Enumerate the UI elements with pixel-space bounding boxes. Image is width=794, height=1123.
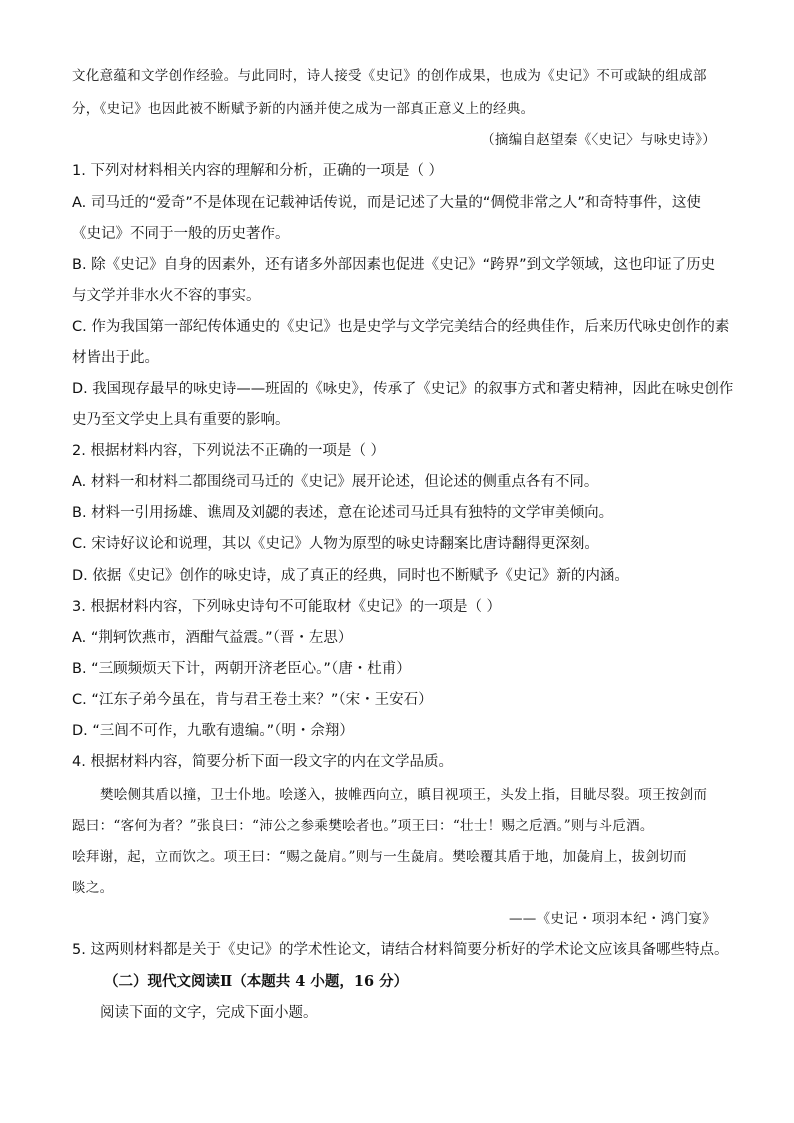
question-2-option-d: D. 依据《史记》创作的咏史诗，成了真正的经典，同时也不断赋予《史记》新的内涵。 bbox=[72, 568, 629, 584]
section-instruction: 阅读下面的文字，完成下面小题。 bbox=[100, 1005, 318, 1021]
question-3-option-d: D. “三闾不可作，九歌有遗编。”（明・佘翔） bbox=[72, 723, 354, 739]
question-3-stem: 3. 根据材料内容，下列咏史诗句不可能取材《史记》的一项是（ ） bbox=[72, 599, 502, 615]
excerpt-line-3: 哙拜谢，起，立而饮之。项王曰：“赐之彘肩。”则与一生彘肩。樊哙覆其盾于地，加彘肩上，拔剑切而 bbox=[72, 849, 687, 865]
excerpt-source: ——《史记・项羽本纪・鸿门宴》 bbox=[509, 911, 716, 927]
question-2-option-c: C. 宋诗好议论和说理，其以《史记》人物为原型的咏史诗翻案比唐诗翻得更深刻。 bbox=[72, 536, 599, 552]
passage-line-1: 文化意蕴和文学创作经验。与此同时，诗人接受《史记》的创作成果，也成为《史记》不可或缺的组成部 bbox=[72, 68, 707, 84]
question-5-stem: 5. 这两则材料都是关于《史记》的学术性论文，请结合材料简要分析好的学术论文应该具备哪些特点。 bbox=[72, 942, 729, 958]
question-4-stem: 4. 根据材料内容，简要分析下面一段文字的内在文学品质。 bbox=[72, 754, 453, 770]
question-1-option-c: C. 作为我国第一部纪传体通史的《史记》也是史学与文学完美结合的经典佳作，后来历代咏史创作的素 bbox=[72, 319, 730, 335]
question-1-stem: 1. 下列对材料相关内容的理解和分析，正确的一项是（ ） bbox=[72, 163, 444, 179]
question-3-option-b: B. “三顾频烦天下计，两朝开济老臣心。”（唐・杜甫） bbox=[72, 661, 411, 677]
passage-source: （摘编自赵望秦《〈史记〉与咏史诗》） bbox=[481, 132, 716, 148]
section-title: （二）现代文阅读Ⅱ（本题共 4 小题，16 分） bbox=[104, 973, 409, 990]
question-3-option-a: A. “荆轲饮燕市，酒酣气益震。”（晋・左思） bbox=[72, 630, 353, 646]
excerpt-line-2: 跽曰：“客何为者？”张良曰：“沛公之参乘樊哙者也。”项王曰：“壮士！赐之卮酒。”则与斗卮酒。 bbox=[72, 818, 654, 834]
question-1-option-c-cont: 材皆出于此。 bbox=[72, 350, 159, 366]
question-1-option-d-cont: 史乃至文学史上具有重要的影响。 bbox=[72, 412, 290, 428]
excerpt-line-4: 啖之。 bbox=[72, 880, 114, 896]
question-1-option-a: A. 司马迁的“爱奇”不是体现在记载神话传说，而是记述了大量的“倜傥非常之人”和奇特事件，这使 bbox=[72, 195, 701, 211]
question-1-option-a-cont: 《史记》不同于一般的历史著作。 bbox=[72, 226, 290, 242]
question-2-option-b: B. 材料一引用扬雄、谯周及刘勰的表述，意在论述司马迁具有独特的文学审美倾向。 bbox=[72, 505, 614, 521]
question-2-stem: 2. 根据材料内容，下列说法不正确的一项是（ ） bbox=[72, 443, 386, 459]
question-1-option-b: B. 除《史记》自身的因素外，还有诸多外部因素也促进《史记》“跨界”到文学领域，这也印证了历史 bbox=[72, 257, 716, 273]
question-1-option-b-cont: 与文学并非水火不容的事实。 bbox=[72, 288, 261, 304]
question-2-option-a: A. 材料一和材料二都围绕司马迁的《史记》展开论述，但论述的侧重点各有不同。 bbox=[72, 474, 599, 490]
passage-line-2: 分，《史记》也因此被不断赋予新的内涵并使之成为一部真正意义上的经典。 bbox=[72, 101, 535, 117]
excerpt-line-1: 樊哙侧其盾以撞，卫士仆地。哙遂入，披帷西向立，瞋目视项王，头发上指，目眦尽裂。项王按剑而 bbox=[100, 787, 708, 803]
question-3-option-c: C. “江东子弟今虽在，肯与君王卷土来？”（宋・王安石） bbox=[72, 692, 433, 708]
question-1-option-d: D. 我国现存最早的咏史诗——班固的《咏史》，传承了《史记》的叙事方式和著史精神，因此在咏史创作 bbox=[72, 381, 734, 397]
